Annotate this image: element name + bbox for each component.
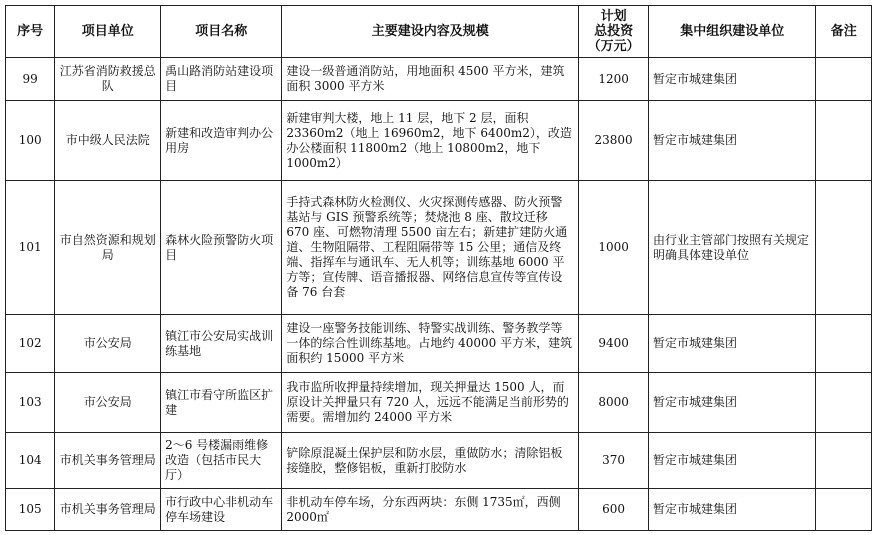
table-header-row — [6, 6, 872, 58]
cell-org: 暂定市城建集团 — [649, 373, 816, 433]
cell-org: 暂定市城建集团 — [649, 433, 816, 489]
cell-investment: 1200 — [579, 58, 649, 101]
cell-investment: 9400 — [579, 315, 649, 373]
cell-note — [816, 181, 872, 315]
cell-org: 暂定市城建集团 — [649, 489, 816, 531]
cell-note — [816, 489, 872, 531]
cell-no: 101 — [6, 181, 55, 315]
table-row — [6, 101, 872, 181]
cell-investment: 1000 — [579, 181, 649, 315]
cell-investment: 23800 — [579, 101, 649, 181]
cell-unit: 江苏省消防救援总队 — [55, 58, 161, 101]
cell-unit: 市中级人民法院 — [55, 101, 161, 181]
cell-name: 禹山路消防站建设项目 — [161, 58, 282, 101]
table-row — [6, 181, 872, 315]
table-row — [6, 58, 872, 101]
header-org: 集中组织建设单位 — [649, 6, 816, 58]
cell-unit: 市公安局 — [55, 373, 161, 433]
cell-name: 镇江市公安局实战训练基地 — [161, 315, 282, 373]
cell-name: 新建和改造审判办公用房 — [161, 101, 282, 181]
project-table — [5, 5, 872, 531]
cell-unit: 市机关事务管理局 — [55, 489, 161, 531]
table-row — [6, 315, 872, 373]
cell-note — [816, 373, 872, 433]
table-row — [6, 489, 872, 531]
cell-content: 我市监所收押量持续增加，现关押量达 1500 人，而原设计关押量只有 720 人，远远不能满足当前形势的需要。需增加约 24000 平方米 — [282, 373, 579, 433]
cell-name: 森林火险预警防火项目 — [161, 181, 282, 315]
cell-note — [816, 433, 872, 489]
cell-no: 104 — [6, 433, 55, 489]
cell-unit: 市自然资源和规划局 — [55, 181, 161, 315]
cell-no: 102 — [6, 315, 55, 373]
header-note: 备注 — [816, 6, 872, 58]
cell-unit: 市公安局 — [55, 315, 161, 373]
table-row — [6, 373, 872, 433]
cell-name: 2～6 号楼漏雨维修改造（包括市民大厅） — [161, 433, 282, 489]
cell-no: 105 — [6, 489, 55, 531]
cell-note — [816, 101, 872, 181]
cell-no: 103 — [6, 373, 55, 433]
cell-content: 新建审判大楼，地上 11 层，地下 2 层，面积 23360m2（地上 16960m2，地下 6400m2），改造办公楼面积 11800m2（地上 10800m2，地下 1000m2） — [282, 101, 579, 181]
cell-org: 暂定市城建集团 — [649, 101, 816, 181]
cell-investment: 600 — [579, 489, 649, 531]
table-row — [6, 433, 872, 489]
cell-no: 99 — [6, 58, 55, 101]
header-content: 主要建设内容及规模 — [282, 6, 579, 58]
cell-content: 建设一级普通消防站，用地面积 4500 平方米，建筑面积 3000 平方米 — [282, 58, 579, 101]
cell-no: 100 — [6, 101, 55, 181]
cell-content: 非机动车停车场，分东西两块：东侧 1735㎡，西侧 2000㎡ — [282, 489, 579, 531]
cell-note — [816, 58, 872, 101]
cell-investment: 8000 — [579, 373, 649, 433]
cell-name: 镇江市看守所监区扩建 — [161, 373, 282, 433]
cell-unit: 市机关事务管理局 — [55, 433, 161, 489]
header-unit: 项目单位 — [55, 6, 161, 58]
header-name: 项目名称 — [161, 6, 282, 58]
header-no: 序号 — [6, 6, 55, 58]
cell-org: 暂定市城建集团 — [649, 315, 816, 373]
cell-content: 手持式森林防火检测仪、火灾探测传感器、防火预警基站与 GIS 预警系统等；焚烧池 8 座、散坟迁移 670 座、可燃物清理 5500 亩左右；新建扩建防火通道、生物阻隔带、工程阻隔带等 15 公里；通信及终端、指挥车与通讯车、无人机等；训练基地 6000 平方等；宣传牌、语音播报器、网络信息宣传等宣传设备 76 台套 — [282, 181, 579, 315]
cell-org: 由行业主管部门按照有关规定明确具体建设单位 — [649, 181, 816, 315]
cell-investment: 370 — [579, 433, 649, 489]
cell-content: 建设一座警务技能训练、特警实战训练、警务教学等一体的综合性训练基地。占地约 40000 平方米，建筑面积约 15000 平方米 — [282, 315, 579, 373]
header-investment: 计划 总投资 （万元） — [579, 6, 649, 58]
cell-content: 铲除原混凝土保护层和防水层，重做防水；清除铝板接缝胶，整修铝板，重新打胶防水 — [282, 433, 579, 489]
cell-name: 市行政中心非机动车停车场建设 — [161, 489, 282, 531]
cell-org: 暂定市城建集团 — [649, 58, 816, 101]
cell-note — [816, 315, 872, 373]
